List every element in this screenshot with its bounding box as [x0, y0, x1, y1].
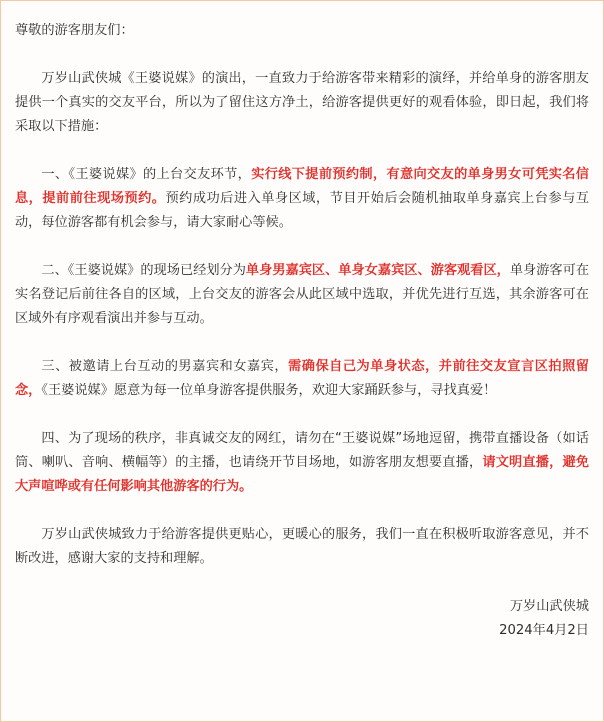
date: 2024年4月2日 [499, 623, 589, 638]
spacer [15, 571, 589, 595]
measure-1-paragraph [15, 163, 589, 235]
closing-paragraph: 万岁山武侠城致力于给游客提供更贴心，更暖心的服务，我们一直在积极听取游客意见，并不断改进，感谢大家的支持和理解。 [15, 527, 589, 566]
spacer [15, 139, 589, 163]
measure-3-text: 三、被邀请上台互动的男嘉宾和女嘉宾， [41, 359, 289, 374]
measure-1-detail: 预约成功后进入单身区域，节目开始后会随机抽取单身嘉宾上台参与互动，每位游客都有机会参与，请大家耐心等候。 [15, 191, 590, 230]
measure-3-highlight: 需确保自己为单身状态，并前往交友宣言区拍照留念， [15, 359, 589, 398]
spacer [15, 235, 589, 259]
spacer [15, 499, 589, 523]
measure-3-paragraph [15, 355, 589, 403]
measure-2-text: 二、《王婆说媒》的现场已经划分为 [41, 263, 246, 278]
measure-4-highlight: 请文明直播，避免大声喧哗或有任何影响其他游客的行为。 [15, 455, 589, 494]
measure-4-text: 四、为了现场的秩序，非真诚交友的网红，请勿在“王婆说媒”场地逗留，携带直播设备（如话筒、喇叭、音响、横幅等）的主播，也请绕开节目场地，如游客朋友想要直播， [15, 431, 589, 470]
signature: 万岁山武侠城 [509, 599, 589, 614]
measure-3-detail: 《王婆说媒》愿意为每一位单身游客提供服务，欢迎大家踊跃参与，寻找真爱！ [41, 383, 497, 398]
greeting: 尊敬的游客朋友们： [15, 23, 134, 38]
measure-1-highlight: 实行线下提前预约制，有意向交友的单身男女可凭实名信息，提前前往现场预约。 [15, 167, 589, 206]
measure-4-paragraph [15, 427, 589, 499]
notice-body [15, 19, 589, 643]
measure-2-highlight: 单身男嘉宾区、单身女嘉宾区、游客观看区， [245, 263, 510, 278]
spacer [15, 403, 589, 427]
spacer [15, 331, 589, 355]
measure-1-text: 一、《王婆说媒》的上台交友环节， [41, 167, 252, 182]
spacer [15, 43, 589, 67]
measure-2-detail: 单身游客可在实名登记后前往各自的区域，上台交友的游客会从此区域中选取，并优先进行互选，其余游客可在区域外有序观看演出并参与互动。 [15, 263, 590, 326]
intro-paragraph: 万岁山武侠城《王婆说媒》的演出，一直致力于给游客带来精彩的演绎，并给单身的游客朋友提供一个真实的交友平台，所以为了留住这方净土，给游客提供更好的观看体验，即日起，我们将采取以下措施： [15, 71, 589, 134]
measure-2-paragraph [15, 259, 589, 331]
